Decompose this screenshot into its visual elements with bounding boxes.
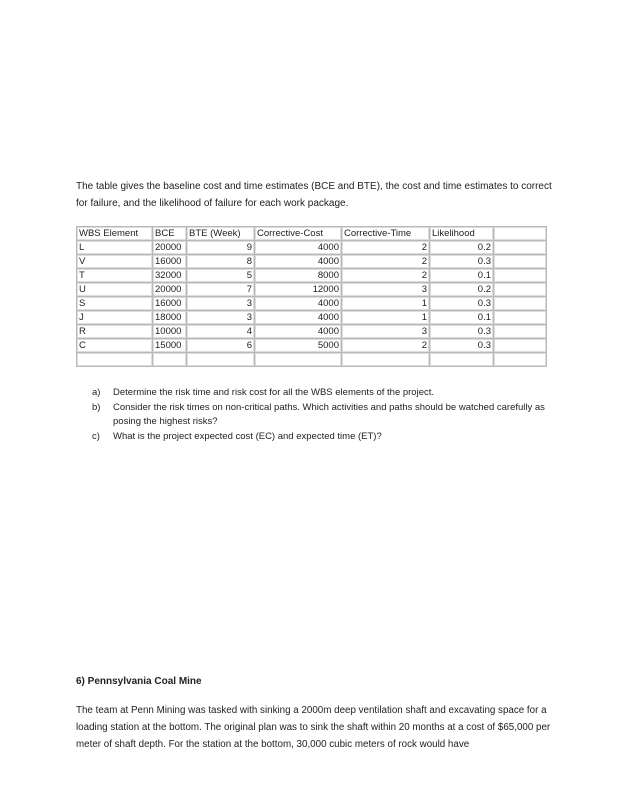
table-cell: 15000 xyxy=(153,339,187,353)
question-list xyxy=(92,386,572,444)
table-cell xyxy=(77,353,153,367)
table-cell: Corrective-Time xyxy=(342,227,430,241)
table-cell: 32000 xyxy=(153,269,187,283)
question-item xyxy=(92,430,572,445)
table-cell: 4 xyxy=(187,325,255,339)
table-cell: Corrective-Cost xyxy=(255,227,342,241)
table-cell: R xyxy=(77,325,153,339)
table-cell xyxy=(153,353,187,367)
question-text: Consider the risk times on non-critical paths. Which activities and paths should be watched carefully as posing the highest risks? xyxy=(113,401,545,427)
table-cell: 0.2 xyxy=(430,283,494,297)
table-cell: 5000 xyxy=(255,339,342,353)
table-cell: 4000 xyxy=(255,325,342,339)
section-paragraph: The team at Penn Mining was tasked with sinking a 2000m deep ventilation shaft and excavating space for a loading station at the bottom. The original plan was to sink the shaft within 20 months at a cost of $65,000 per meter of shaft depth. For the station at the bottom, 30,000 cubic meters of rock would have xyxy=(76,705,551,750)
table-row xyxy=(77,339,547,353)
table-cell: 12000 xyxy=(255,283,342,297)
table-cell xyxy=(255,353,342,367)
table-cell: 4000 xyxy=(255,255,342,269)
question-label: c) xyxy=(92,430,100,442)
question-label: a) xyxy=(92,387,101,398)
table-cell xyxy=(494,311,547,325)
table-cell: 2 xyxy=(342,339,430,353)
table-empty-row xyxy=(77,353,547,367)
table-cell: 18000 xyxy=(153,311,187,325)
table-cell xyxy=(342,353,430,367)
question-text: What is the project expected cost (EC) and expected time (ET)? xyxy=(113,430,382,442)
table-cell: 4000 xyxy=(255,311,342,325)
table-row xyxy=(77,241,547,255)
table-cell: U xyxy=(77,283,153,297)
table-cell: 2 xyxy=(342,241,430,255)
table-cell xyxy=(494,325,547,339)
table-cell: 0.3 xyxy=(430,325,494,339)
table-cell: BCE xyxy=(153,227,187,241)
table-row xyxy=(77,297,547,311)
table-cell: 1 xyxy=(342,311,430,325)
table-cell: V xyxy=(77,255,153,269)
question-label: b) xyxy=(92,401,101,413)
table-cell xyxy=(494,283,547,297)
table-cell: 9 xyxy=(187,241,255,255)
table-row xyxy=(77,311,547,325)
table-cell: BTE (Week) xyxy=(187,227,255,241)
table-cell: 16000 xyxy=(153,297,187,311)
table-cell: 6 xyxy=(187,339,255,353)
table-cell: J xyxy=(77,311,153,325)
table-cell xyxy=(494,227,547,241)
table-header-row xyxy=(77,227,547,241)
table-cell: WBS Element xyxy=(77,227,153,241)
table-cell: 0.1 xyxy=(430,269,494,283)
table-cell: 2 xyxy=(342,255,430,269)
table-cell xyxy=(494,339,547,353)
table-row xyxy=(77,325,547,339)
table-cell: 20000 xyxy=(153,241,187,255)
table-cell: 16000 xyxy=(153,255,187,269)
table-cell: 8 xyxy=(187,255,255,269)
table-cell: T xyxy=(77,269,153,283)
table-cell: 0.3 xyxy=(430,297,494,311)
table-cell: 2 xyxy=(342,269,430,283)
intro-paragraph: The table gives the baseline cost and time estimates (BCE and BTE), the cost and time estimates to correct for failure, and the likelihood of failure for each work package. xyxy=(76,181,552,209)
table-cell: 3 xyxy=(342,283,430,297)
table-cell: 4000 xyxy=(255,297,342,311)
table-cell xyxy=(494,255,547,269)
table-cell xyxy=(494,241,547,255)
table-cell: 3 xyxy=(342,325,430,339)
table-cell xyxy=(187,353,255,367)
table-cell: 3 xyxy=(187,311,255,325)
table-row xyxy=(77,283,547,297)
table-cell: C xyxy=(77,339,153,353)
table-cell: 8000 xyxy=(255,269,342,283)
question-text: Determine the risk time and risk cost for all the WBS elements of the project. xyxy=(113,387,435,398)
table-cell xyxy=(494,353,547,367)
table-cell: 4000 xyxy=(255,241,342,255)
table-cell: 1 xyxy=(342,297,430,311)
table-cell: 20000 xyxy=(153,283,187,297)
table-cell: 0.2 xyxy=(430,241,494,255)
table-cell: 3 xyxy=(187,297,255,311)
table-cell xyxy=(494,297,547,311)
question-item xyxy=(92,386,572,401)
question-item xyxy=(92,401,572,430)
table-cell: 0.3 xyxy=(430,339,494,353)
section-heading: 6) Pennsylvania Coal Mine xyxy=(76,676,202,687)
table-cell: S xyxy=(77,297,153,311)
table-cell: 10000 xyxy=(153,325,187,339)
table-cell: Likelihood xyxy=(430,227,494,241)
table-cell: 5 xyxy=(187,269,255,283)
table-row xyxy=(77,269,547,283)
table-row xyxy=(77,255,547,269)
table-cell: L xyxy=(77,241,153,255)
table-cell: 0.3 xyxy=(430,255,494,269)
table-cell xyxy=(430,353,494,367)
table-cell: 0.1 xyxy=(430,311,494,325)
table-cell xyxy=(494,269,547,283)
table-cell: 7 xyxy=(187,283,255,297)
wbs-table xyxy=(76,226,547,367)
